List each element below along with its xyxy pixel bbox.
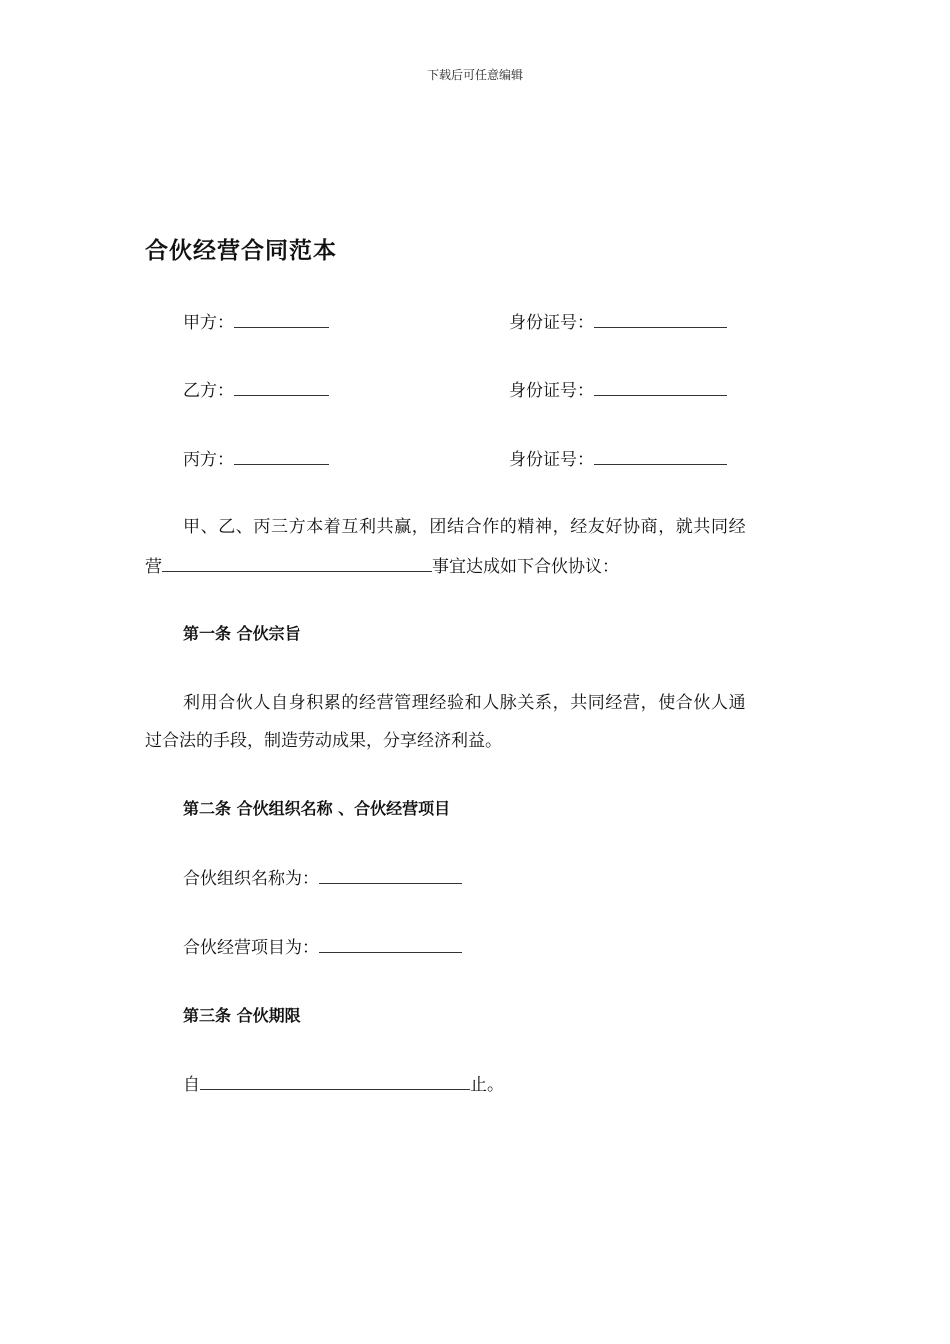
org-name-label: 合伙组织名称为： bbox=[183, 869, 319, 889]
preamble-line-2 bbox=[145, 555, 619, 578]
term-blank[interactable] bbox=[200, 1073, 470, 1090]
business-blank[interactable] bbox=[162, 555, 432, 572]
party-a-id-blank[interactable] bbox=[594, 311, 727, 328]
party-b-label: 乙方： bbox=[183, 381, 234, 401]
article-1-body-line-2: 过合法的手段，制造劳动成果，分享经济利益。 bbox=[145, 731, 502, 751]
party-a-id-row bbox=[509, 311, 727, 334]
party-b-row bbox=[183, 379, 329, 402]
party-c-id-label: 身份证号： bbox=[509, 450, 594, 470]
term-row bbox=[183, 1073, 504, 1096]
project-label: 合伙经营项目为： bbox=[183, 938, 319, 958]
document-title: 合伙经营合同范本 bbox=[145, 238, 337, 264]
party-c-blank[interactable] bbox=[234, 448, 329, 465]
org-name-blank[interactable] bbox=[319, 867, 462, 884]
article-1-heading: 第一条 合伙宗旨 bbox=[183, 624, 301, 643]
party-c-id-row bbox=[509, 448, 727, 471]
preamble-suffix: 事宜达成如下合伙协议： bbox=[432, 557, 619, 577]
party-a-blank[interactable] bbox=[234, 311, 329, 328]
preamble-prefix: 营 bbox=[145, 557, 162, 577]
party-b-id-label: 身份证号： bbox=[509, 381, 594, 401]
org-name-row bbox=[183, 867, 462, 890]
party-b-id-row bbox=[509, 379, 727, 402]
party-c-row bbox=[183, 448, 329, 471]
term-prefix: 自 bbox=[183, 1075, 200, 1095]
term-suffix: 止。 bbox=[470, 1075, 504, 1095]
project-blank[interactable] bbox=[319, 936, 462, 953]
project-row bbox=[183, 936, 462, 959]
party-c-id-blank[interactable] bbox=[594, 448, 727, 465]
party-b-id-blank[interactable] bbox=[594, 379, 727, 396]
party-a-label: 甲方： bbox=[183, 313, 234, 333]
article-3-heading: 第三条 合伙期限 bbox=[183, 1006, 301, 1025]
party-a-row bbox=[183, 311, 329, 334]
party-a-id-label: 身份证号： bbox=[509, 313, 594, 333]
preamble-line-1: 甲、乙、丙三方本着互利共赢，团结合作的精神，经友好协商，就共同经 bbox=[183, 517, 747, 537]
article-2-heading: 第二条 合伙组织名称 、合伙经营项目 bbox=[183, 799, 451, 818]
party-c-label: 丙方： bbox=[183, 450, 234, 470]
party-b-blank[interactable] bbox=[234, 379, 329, 396]
header-note: 下载后可任意编辑 bbox=[426, 68, 523, 82]
article-1-body-line-1: 利用合伙人自身积累的经营管理经验和人脉关系，共同经营，使合伙人通 bbox=[183, 693, 747, 713]
